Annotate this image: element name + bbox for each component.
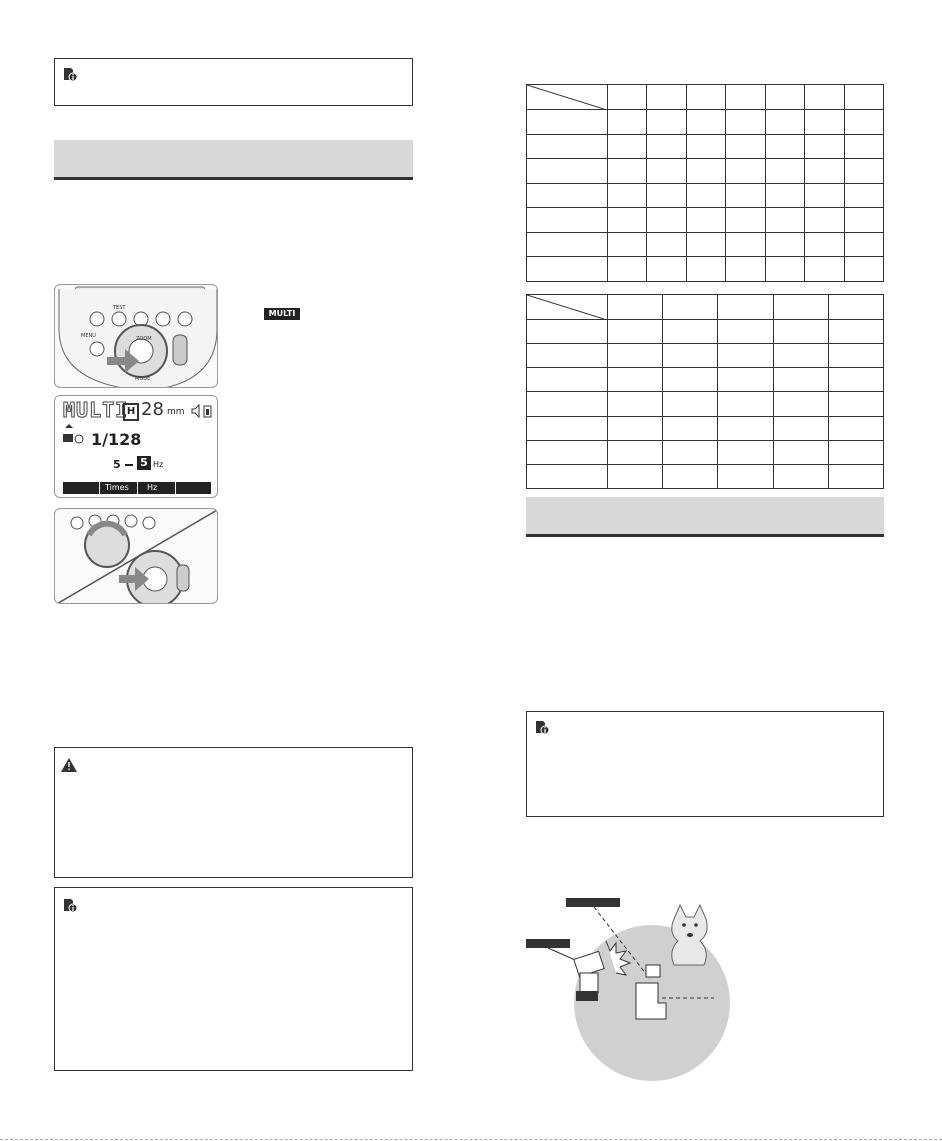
- table-row: [527, 110, 884, 135]
- section-heading-bar: [526, 497, 884, 537]
- table-row: [527, 208, 884, 233]
- lcd-h-icon: H: [123, 403, 139, 421]
- table-multi-flash-1: [526, 84, 884, 282]
- warning-icon: [61, 758, 77, 772]
- note-box-bottom: [54, 887, 413, 1071]
- table-corner-cell: [527, 295, 608, 320]
- label-box-slave: [526, 939, 570, 948]
- note-icon: [535, 721, 549, 735]
- table-row: [527, 134, 884, 159]
- speaker-battery-icon: [191, 404, 213, 418]
- lcd-menu-bar: [63, 482, 211, 494]
- dial-rotate-press-illustration: [54, 508, 218, 604]
- table-row: [527, 159, 884, 184]
- lcd-zoom-value: 28: [141, 399, 164, 420]
- table-row: [527, 232, 884, 257]
- table-row: [527, 464, 884, 488]
- table-row: [527, 257, 884, 282]
- table-row: [527, 392, 884, 416]
- test-label: TEST: [113, 305, 126, 311]
- page-bottom-line: [0, 1139, 942, 1140]
- note-icon: [63, 68, 77, 82]
- note-icon: [63, 899, 77, 913]
- multi-mode-tag: MULTI: [264, 308, 300, 320]
- table-row: [527, 344, 884, 368]
- lcd-power-text: 1/128: [91, 430, 142, 449]
- lcd-freq-right: 5: [137, 456, 151, 470]
- note-box-top: [54, 58, 413, 106]
- table-row: [527, 368, 884, 392]
- lcd-menu-times: Times: [105, 483, 129, 492]
- warning-box: [54, 747, 413, 878]
- mode-label: MODE: [135, 376, 151, 382]
- dog-subject-icon: [672, 905, 707, 965]
- lcd-freq-left: 5: [113, 458, 121, 471]
- zoom-label: ZOOM: [136, 336, 152, 342]
- table-multi-flash-2: [526, 294, 884, 489]
- table-row: [527, 320, 884, 344]
- table-row: [527, 440, 884, 464]
- multi-flash-icon: [61, 424, 85, 444]
- lcd-freq-unit: Hz: [153, 460, 164, 469]
- wireless-flash-diagram: [524, 893, 744, 1093]
- section-heading-bar: [54, 140, 413, 180]
- lcd-screen-illustration: [54, 395, 218, 498]
- table-row: [527, 183, 884, 208]
- table-corner-cell: [527, 85, 608, 110]
- lcd-zoom-unit: mm: [167, 407, 185, 417]
- note-box-right: [526, 711, 884, 817]
- flash-back-panel-illustration: [54, 284, 218, 388]
- menu-label: MENU: [81, 333, 96, 339]
- table-row: [527, 416, 884, 440]
- lcd-mode-text: MULTI: [63, 398, 129, 422]
- lcd-freq-dash: [125, 464, 133, 466]
- label-box-master: [566, 898, 620, 907]
- lcd-menu-hz: Hz: [147, 483, 158, 492]
